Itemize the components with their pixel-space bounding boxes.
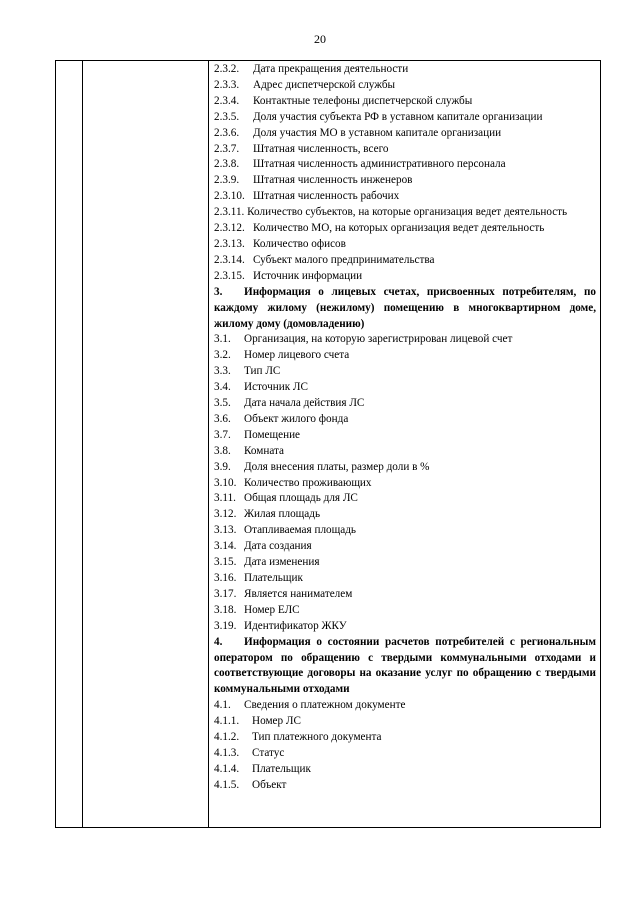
list-item bbox=[214, 78, 596, 94]
item-number: 3.6. bbox=[214, 412, 231, 425]
item-text: Отапливаемая площадь bbox=[244, 524, 356, 537]
item-number: 3.3. bbox=[214, 365, 231, 378]
item-text: Статус bbox=[252, 746, 285, 759]
list-item bbox=[214, 396, 596, 412]
item-text: Дата начала действия ЛС bbox=[244, 397, 365, 410]
table-column-divider-1 bbox=[82, 61, 83, 827]
item-number: 3.9. bbox=[214, 460, 231, 473]
section-number: 4. bbox=[214, 635, 223, 648]
item-text: Сведения о платежном документе bbox=[244, 699, 406, 712]
list-item bbox=[214, 62, 596, 78]
item-number: 2.3.10. bbox=[214, 190, 245, 203]
list-item bbox=[214, 221, 596, 237]
list-item bbox=[214, 253, 596, 269]
item-number: 3.12. bbox=[214, 508, 237, 521]
item-text: Количество проживающих bbox=[244, 476, 372, 489]
list-item bbox=[214, 619, 596, 635]
list-item bbox=[214, 762, 596, 778]
item-number: 3.2. bbox=[214, 349, 231, 362]
item-number: 3.15. bbox=[214, 556, 237, 569]
item-number: 2.3.8. bbox=[214, 158, 240, 171]
section-4-heading bbox=[214, 635, 596, 699]
item-text: Количество МО, на которых организация ведет деятельность bbox=[253, 222, 545, 235]
item-text: Является нанимателем bbox=[244, 587, 353, 600]
item-text: Организация, на которую зарегистрирован лицевой счет bbox=[244, 333, 513, 346]
list-item bbox=[214, 269, 596, 285]
item-number: 2.3.6. bbox=[214, 126, 240, 139]
section-3-heading bbox=[214, 285, 596, 333]
item-text: Жилая площадь bbox=[244, 508, 321, 521]
table-column-divider-2 bbox=[208, 61, 209, 827]
item-text: Адрес диспетчерской службы bbox=[253, 78, 396, 91]
item-number: 4.1.1. bbox=[214, 715, 240, 728]
item-text: Объект bbox=[252, 778, 287, 791]
item-text: Доля участия субъекта РФ в уставном капитале организации bbox=[253, 110, 543, 123]
item-number: 2.3.12. bbox=[214, 222, 245, 235]
item-number: 4.1. bbox=[214, 699, 231, 712]
item-number: 3.5. bbox=[214, 397, 231, 410]
document-table bbox=[55, 60, 601, 828]
item-number: 3.11. bbox=[214, 492, 236, 505]
item-number: 2.3.4. bbox=[214, 94, 240, 107]
item-number: 3.7. bbox=[214, 428, 231, 441]
item-text: Общая площадь для ЛС bbox=[244, 492, 358, 505]
item-text: Контактные телефоны диспетчерской службы bbox=[253, 94, 473, 107]
section-3-list bbox=[214, 332, 596, 634]
item-number: 2.3.11. bbox=[214, 206, 245, 219]
item-number: 2.3.7. bbox=[214, 142, 240, 155]
item-text: Дата изменения bbox=[244, 556, 320, 569]
item-number: 4.1.2. bbox=[214, 731, 240, 744]
list-item bbox=[214, 714, 596, 730]
list-item bbox=[214, 94, 596, 110]
item-number: 3.13. bbox=[214, 524, 237, 537]
list-item bbox=[214, 173, 596, 189]
item-text: Идентификатор ЖКУ bbox=[244, 619, 347, 632]
item-text: Тип ЛС bbox=[244, 365, 281, 378]
table-content-column bbox=[214, 62, 596, 794]
list-item bbox=[214, 142, 596, 158]
item-text: Штатная численность инженеров bbox=[253, 174, 413, 187]
list-item bbox=[214, 126, 596, 142]
item-number: 3.16. bbox=[214, 572, 237, 584]
list-item bbox=[214, 110, 596, 126]
list-item bbox=[214, 571, 596, 587]
item-text: Тип платежного документа bbox=[252, 731, 382, 744]
item-text: Доля внесения платы, размер доли в % bbox=[244, 460, 430, 473]
list-item bbox=[214, 523, 596, 539]
item-number: 3.10. bbox=[214, 476, 237, 489]
list-item bbox=[214, 603, 596, 619]
item-number: 2.3.5. bbox=[214, 110, 240, 123]
item-number: 3.19. bbox=[214, 619, 237, 632]
list-item bbox=[214, 348, 596, 364]
item-text: Доля участия МО в уставном капитале организации bbox=[253, 126, 502, 139]
list-item bbox=[214, 412, 596, 428]
item-number: 3.17. bbox=[214, 587, 237, 600]
list-item bbox=[214, 444, 596, 460]
item-number: 3.1. bbox=[214, 333, 231, 346]
item-number: 2.3.15. bbox=[214, 269, 245, 282]
list-item bbox=[214, 380, 596, 396]
list-item bbox=[214, 539, 596, 555]
item-text: Количество субъектов, на которые организация ведет деятельность bbox=[247, 206, 568, 219]
item-text: Номер лицевого счета bbox=[244, 349, 350, 362]
item-text: Источник ЛС bbox=[244, 381, 308, 394]
item-text: Штатная численность, всего bbox=[253, 142, 389, 155]
item-number: 3.4. bbox=[214, 381, 231, 394]
item-text: Плательщик bbox=[252, 762, 311, 775]
item-text: Номер ЕЛС bbox=[244, 603, 300, 616]
list-item bbox=[214, 555, 596, 571]
list-item bbox=[214, 460, 596, 476]
list-item bbox=[214, 157, 596, 173]
item-number: 3.14. bbox=[214, 540, 237, 553]
list-item bbox=[214, 237, 596, 253]
list-item bbox=[214, 587, 596, 603]
list-item bbox=[214, 746, 596, 762]
item-text: Помещение bbox=[244, 428, 301, 441]
item-text: Дата создания bbox=[244, 540, 312, 553]
item-text: Штатная численность рабочих bbox=[253, 190, 400, 203]
item-number: 3.18. bbox=[214, 603, 237, 616]
section-number: 3. bbox=[214, 285, 223, 298]
list-item bbox=[214, 491, 596, 507]
item-number: 4.1.3. bbox=[214, 746, 240, 759]
item-text: Количество офисов bbox=[253, 237, 346, 250]
item-text: Комната bbox=[244, 444, 285, 457]
list-item bbox=[214, 730, 596, 746]
item-number: 2.3.9. bbox=[214, 174, 240, 187]
item-text: Источник информации bbox=[253, 269, 363, 282]
item-text: Объект жилого фонда bbox=[244, 412, 349, 425]
list-item bbox=[214, 778, 596, 794]
list-item bbox=[214, 428, 596, 444]
list-item bbox=[214, 476, 596, 492]
subsection-2-3-list-continued bbox=[214, 221, 596, 285]
item-number: 3.8. bbox=[214, 444, 231, 457]
list-item bbox=[214, 507, 596, 523]
section-4-list bbox=[214, 698, 596, 714]
page-number: 20 bbox=[314, 32, 326, 46]
section-4-1-list bbox=[214, 714, 596, 794]
list-item bbox=[214, 189, 596, 205]
list-item-2-3-11 bbox=[214, 205, 596, 221]
item-number: 2.3.13. bbox=[214, 237, 245, 250]
item-number: 2.3.14. bbox=[214, 253, 245, 266]
list-item bbox=[214, 332, 596, 348]
list-item bbox=[214, 698, 596, 714]
section-title: Информация о лицевых счетах, присвоенных потребителям, по каждому жилому (нежилому) помещению в многоквартирном доме, жилому дому (домовладению) bbox=[214, 285, 596, 330]
item-text: Плательщик bbox=[244, 572, 303, 584]
section-title: Информация о состоянии расчетов потребителей с региональным оператором по обращению с твердыми коммунальными отходами и соответствующие договоры на оказание услуг по обращению с твердыми коммунальными отходами bbox=[214, 635, 596, 696]
item-text: Штатная численность административного персонала bbox=[253, 158, 506, 171]
subsection-2-3-list bbox=[214, 62, 596, 205]
item-number: 2.3.3. bbox=[214, 78, 240, 91]
item-text: Субъект малого предпринимательства bbox=[253, 253, 435, 266]
item-number: 4.1.4. bbox=[214, 762, 240, 775]
item-number: 2.3.2. bbox=[214, 63, 240, 75]
list-item bbox=[214, 364, 596, 380]
item-text: Дата прекращения деятельности bbox=[253, 63, 409, 75]
item-number: 4.1.5. bbox=[214, 778, 240, 791]
item-text: Номер ЛС bbox=[252, 715, 301, 728]
